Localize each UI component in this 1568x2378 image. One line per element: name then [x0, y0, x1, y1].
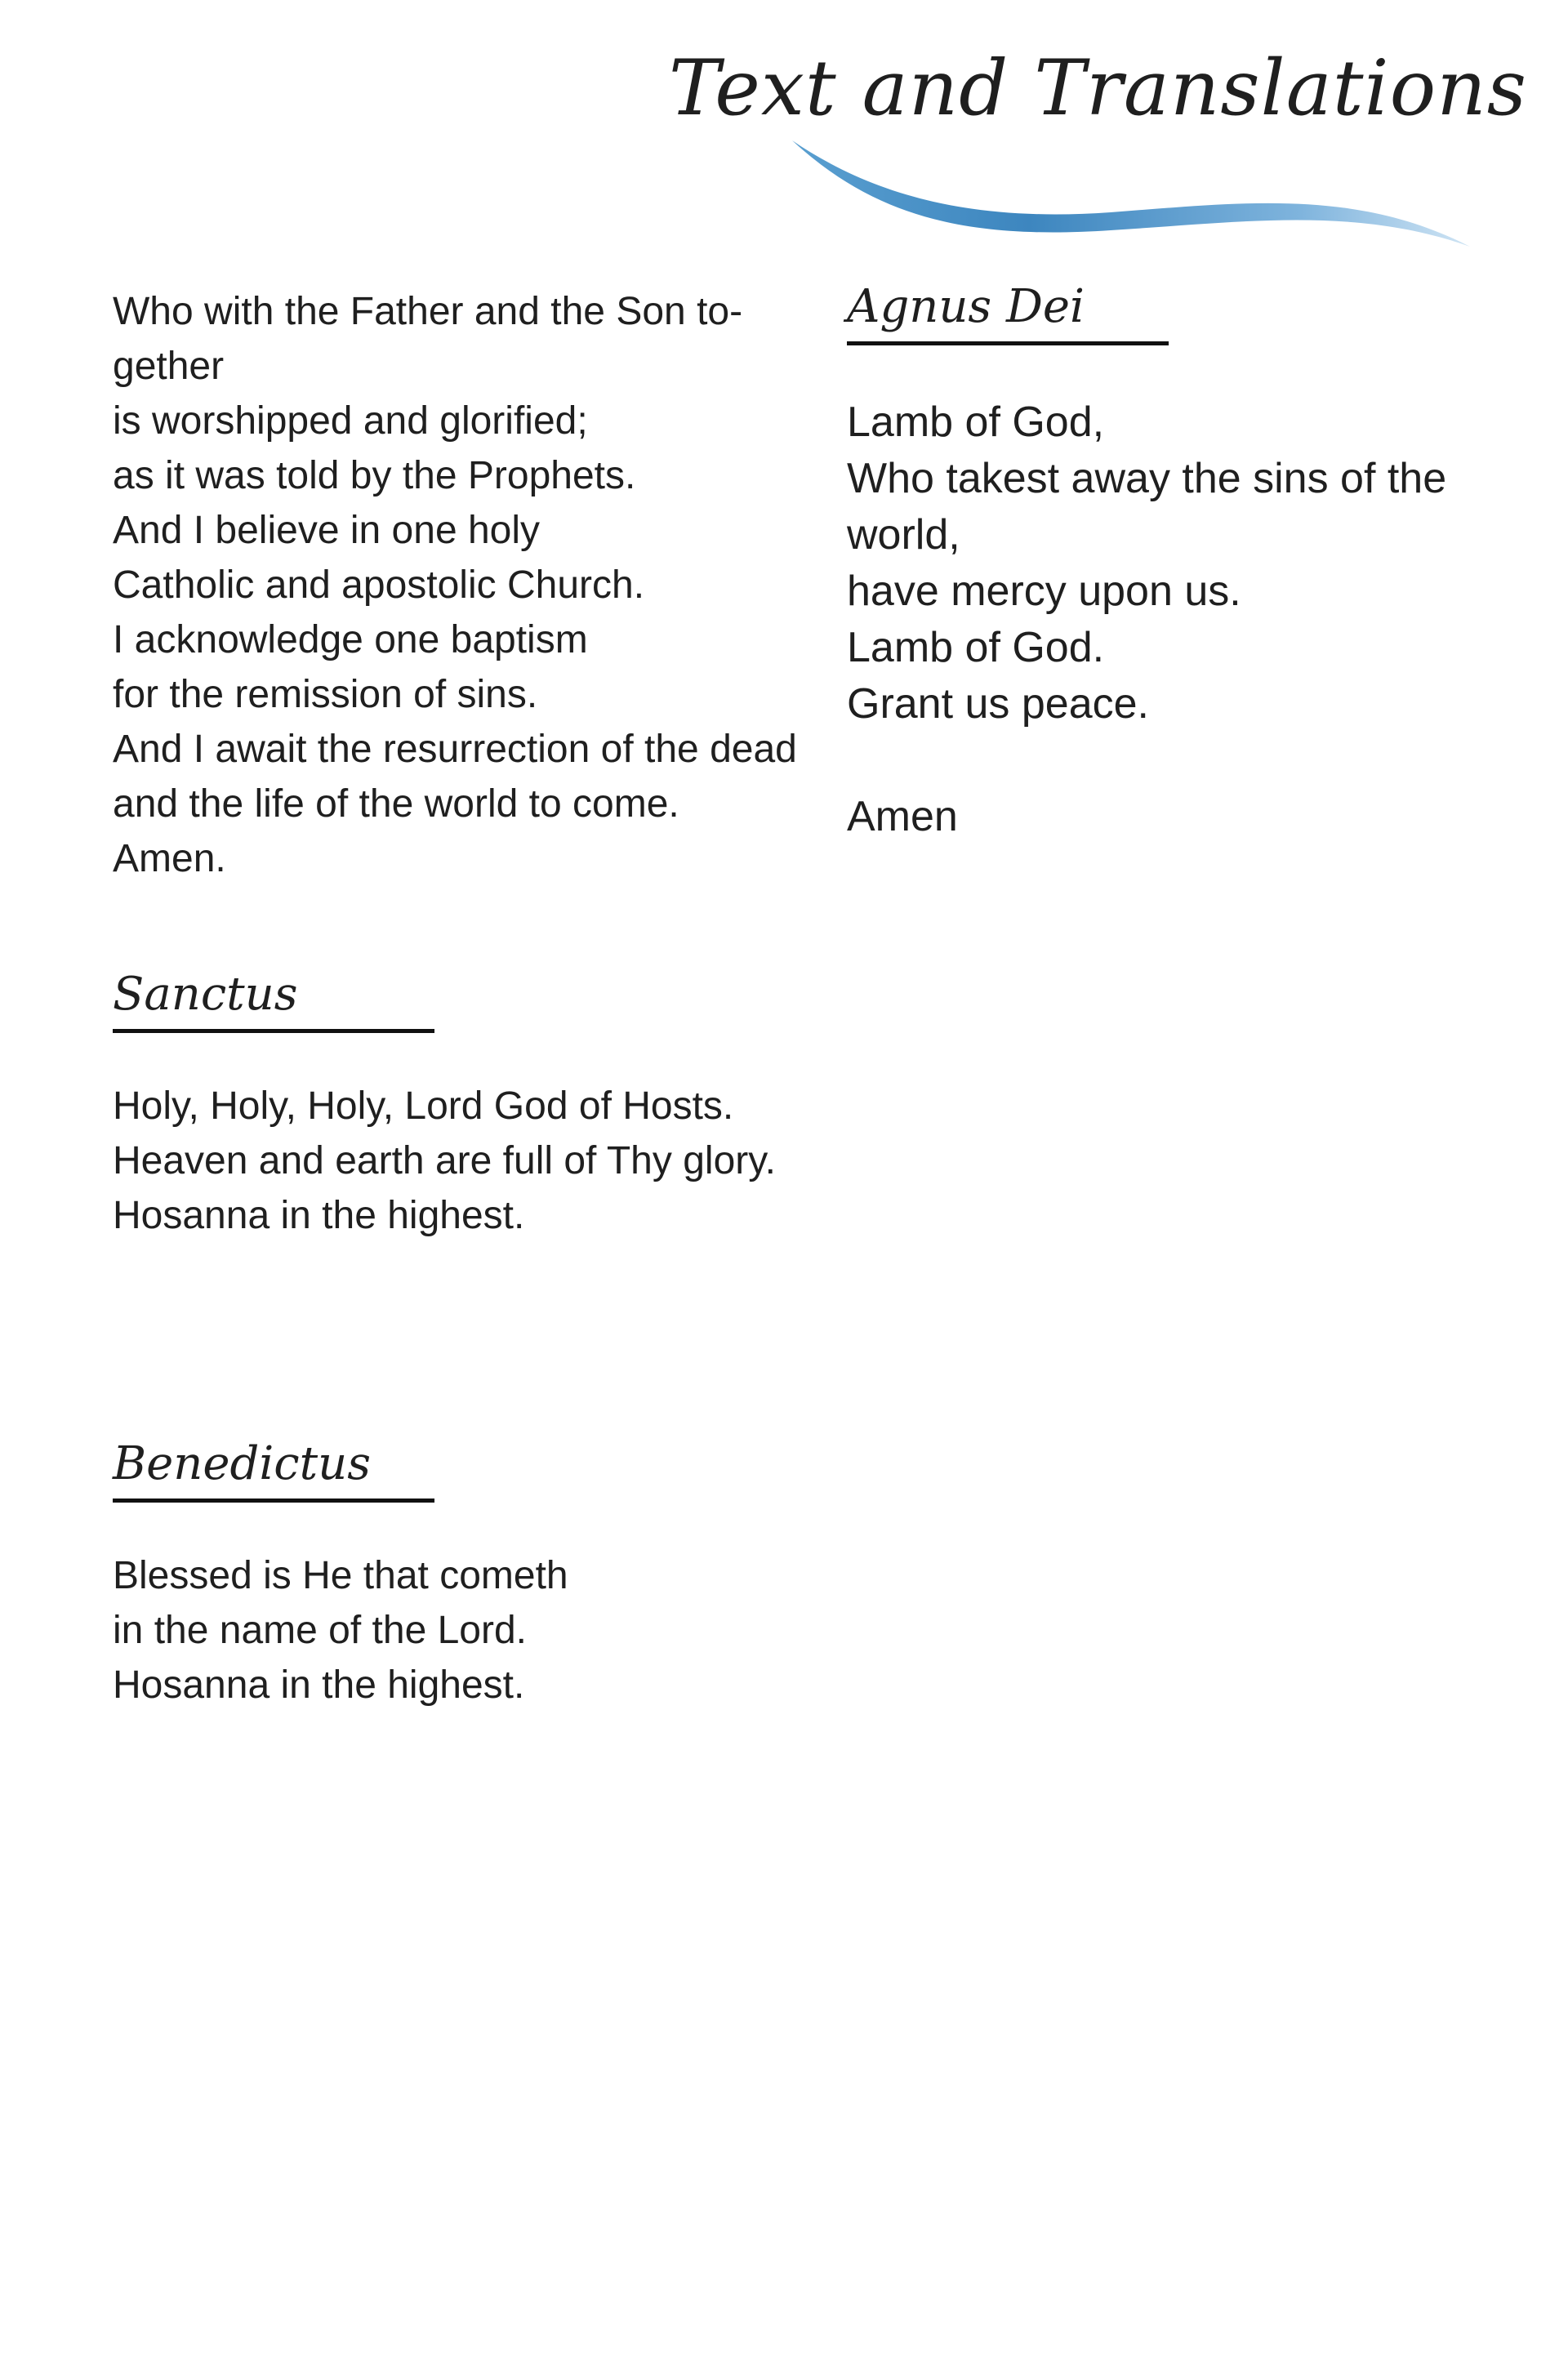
verse-line: Blessed is He that cometh [113, 1554, 568, 1597]
verse-line: Grant us peace. [847, 680, 1149, 728]
agnus-dei-section [847, 280, 1500, 845]
verse-line: Hosanna in the highest. [113, 1663, 525, 1707]
verse-line: Heaven and earth are full of Thy glory. [113, 1139, 777, 1182]
verse-line: And I await the resurrection of the dead [113, 728, 797, 771]
agnus-dei-verse [847, 394, 1500, 845]
verse-line: Who takest away the sins of the [847, 455, 1447, 502]
verse-line: Hosanna in the highest. [113, 1194, 525, 1237]
verse-line: Holy, Holy, Holy, Lord God of Hosts. [113, 1084, 734, 1128]
verse-line-amen: Amen [847, 793, 958, 840]
verse-line: have mercy upon us. [847, 568, 1241, 615]
section-heading-sanctus: Sanctus [113, 968, 298, 1021]
sanctus-verse [113, 1079, 807, 1243]
verse-line: And I believe in one holy [113, 509, 541, 552]
page-title: Text and Translations [668, 44, 1527, 133]
verse-line: Amen. [113, 837, 226, 880]
heading-underline [113, 1498, 434, 1503]
verse-line: in the name of the Lord. [113, 1609, 527, 1652]
sanctus-section [113, 968, 807, 1243]
heading-underline [847, 341, 1169, 345]
title-swoosh-decoration [784, 131, 1478, 261]
verse-line: is worshipped and glorified; [113, 399, 588, 443]
section-heading-agnus-dei: Agnus Dei [847, 280, 1085, 333]
verse-line: gether [113, 345, 225, 388]
section-heading-benedictus: Benedictus [113, 1437, 371, 1490]
heading-underline [113, 1029, 434, 1033]
verse-line: and the life of the world to come. [113, 782, 679, 826]
verse-line: as it was told by the Prophets. [113, 454, 636, 497]
verse-line: Catholic and apostolic Church. [113, 563, 645, 607]
benedictus-section [113, 1437, 807, 1712]
verse-line: Lamb of God, [847, 399, 1105, 446]
verse-line: world, [847, 511, 960, 559]
verse-line: I acknowledge one baptism [113, 618, 588, 661]
credo-verse [113, 284, 807, 886]
verse-line: for the remission of sins. [113, 673, 538, 716]
stanza-break [847, 733, 1500, 789]
verse-line: Who with the Father and the Son to- [113, 290, 743, 333]
credo-continuation [113, 284, 807, 886]
benedictus-verse [113, 1548, 807, 1712]
verse-line: Lamb of God. [847, 624, 1105, 671]
